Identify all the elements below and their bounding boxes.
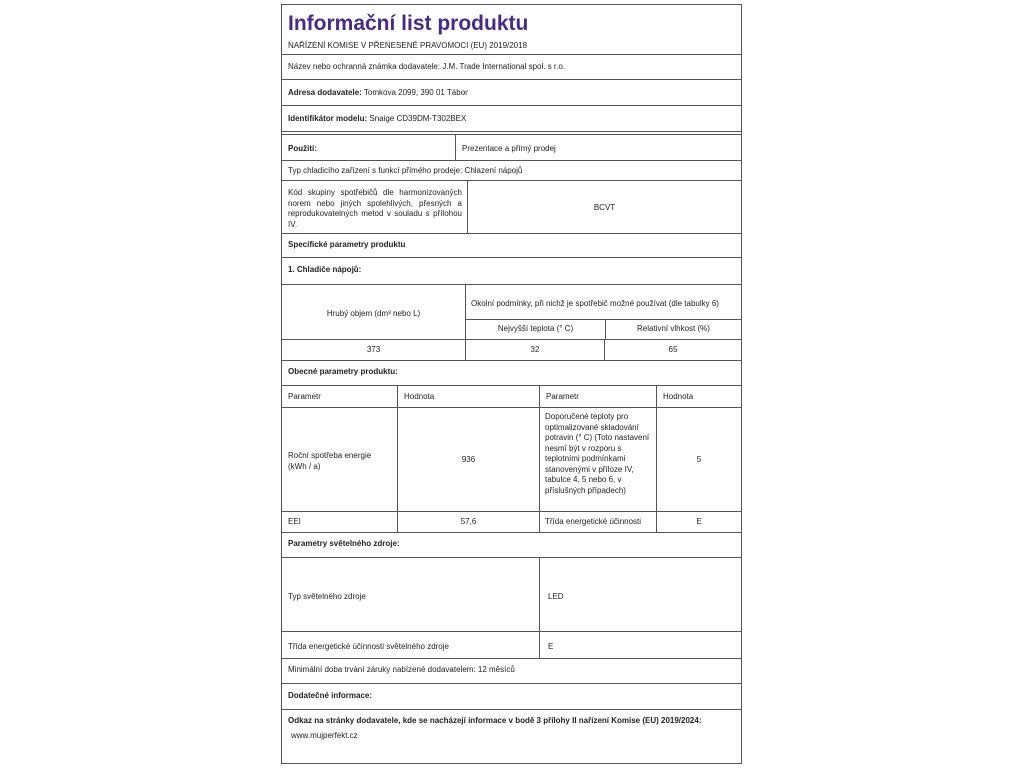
- supplier-address-value: Tomkova 2099, 390 01 Tábor: [363, 88, 468, 97]
- rel-humidity-label: Relativní vlhkost (%): [637, 324, 710, 333]
- supplier-name: Název nebo ochranná známka dodavatele: J.M. Trade International spol. s r.o.: [288, 62, 566, 71]
- regulation-subtitle: NAŘÍZENÍ KOMISE V PŘENESENÉ PRAVOMOCI (EU) 2019/2018: [288, 41, 528, 50]
- group-code-value: BCVT: [593, 203, 616, 212]
- volume-ambient-header-row: [282, 285, 741, 340]
- model-id-row: [282, 106, 741, 132]
- volume-ambient-values-row: [282, 340, 741, 361]
- light-class-value: E: [548, 642, 554, 651]
- light-params-row: [282, 533, 741, 558]
- appliance-type-row: [282, 161, 741, 181]
- energy-class-value: E: [696, 517, 702, 526]
- eei-row: [282, 512, 741, 533]
- additional-info-row: [282, 684, 741, 710]
- group-code-text: Kód skupiny spotřebičů dle harmonizovaných norem nebo jiných spolehlivých, přesných a reprodukovatelných metod v souladu s přílohou IV.: [288, 188, 462, 229]
- appliance-type: Typ chladicího zařízení s funkcí přímého prodeje: Chlazení nápojů: [288, 166, 523, 175]
- gross-volume-label: Hrubý objem (dm³ nebo L): [326, 309, 421, 318]
- value-header: Hodnota: [404, 392, 435, 401]
- general-params-row: [282, 361, 741, 386]
- max-temp-label: Nejvyšší teplota (° C): [497, 324, 574, 333]
- beverage-coolers-heading: 1. Chladiče nápojů:: [288, 265, 362, 274]
- sheet-header: [282, 5, 741, 55]
- use-label: Použití:: [288, 144, 317, 153]
- light-class-label: Třída energetické účinnosti světelného zdroje: [288, 642, 449, 651]
- supplier-name-row: [282, 55, 741, 80]
- use-row: [282, 135, 741, 161]
- ambient-conditions-label: Okolní podmínky, při nichž je spotřebič možné používat (dle tabulky 6): [471, 299, 719, 308]
- param-header-2: Parametr: [546, 392, 579, 401]
- energy-temp-row: [282, 408, 741, 512]
- param-header: Parametr: [288, 392, 321, 401]
- light-type-label: Typ světelného zdroje: [288, 592, 366, 601]
- specific-params-heading: Specifické parametry produktu: [288, 240, 406, 249]
- annual-energy-value: 936: [461, 455, 476, 464]
- energy-class-label: Třída energetické účinnosti: [545, 517, 642, 526]
- recommended-temp-value: 5: [696, 455, 702, 464]
- additional-info-heading: Dodatečné informace:: [288, 691, 373, 700]
- general-params-header-row: [282, 386, 741, 408]
- gross-volume-value: 373: [366, 345, 381, 354]
- supplier-address-label: Adresa dodavatele:: [288, 88, 362, 97]
- light-type-value: LED: [548, 592, 564, 601]
- warranty-text: Minimální doba trvání záruky nabízené dodavatelem: 12 měsíců: [288, 665, 515, 674]
- model-id-label: Identifikátor modelu:: [288, 114, 368, 123]
- recommended-temp-label: Doporučené teploty pro optimalizované skladování potravin (° C) (Toto nastavení nesmí být v rozporu s teplotními podmínkami stanovenými v příloze IV, tabulce 4, 5 nebo 6, v příslušných případech): [545, 412, 650, 495]
- light-class-row: [282, 632, 741, 659]
- supplier-link-text: Odkaz na stránky dodavatele, kde se nacházejí informace v bodě 3 přílohy II nařízení Komise (EU) 2019/2024:: [288, 716, 702, 725]
- eei-value: 57,6: [460, 517, 477, 526]
- annual-energy-label: Roční spotřeba energie (kWh / a): [288, 451, 372, 471]
- specific-params-row: [282, 234, 741, 258]
- supplier-website[interactable]: www.mujperfekt.cz: [291, 731, 358, 740]
- use-value: Prezentace a přímý prodej: [462, 144, 556, 153]
- beverage-coolers-row: [282, 258, 741, 285]
- supplier-address-row: [282, 80, 741, 106]
- light-type-row: [282, 558, 741, 632]
- warranty-row: [282, 659, 741, 684]
- model-id-value: Snaige CD39DM-T302BEX: [369, 114, 467, 123]
- group-code-row: [282, 181, 741, 234]
- product-info-sheet: [281, 4, 742, 764]
- max-temp-value: 32: [530, 345, 540, 354]
- eei-label: EEI: [288, 517, 301, 526]
- page-title: Informační list produktu: [288, 12, 529, 35]
- light-params-heading: Parametry světelného zdroje:: [288, 539, 400, 548]
- value-header-2: Hodnota: [663, 392, 694, 401]
- supplier-link-row: [282, 710, 741, 763]
- general-params-heading: Obecné parametry produktu:: [288, 367, 398, 376]
- rel-humidity-value: 65: [668, 345, 678, 354]
